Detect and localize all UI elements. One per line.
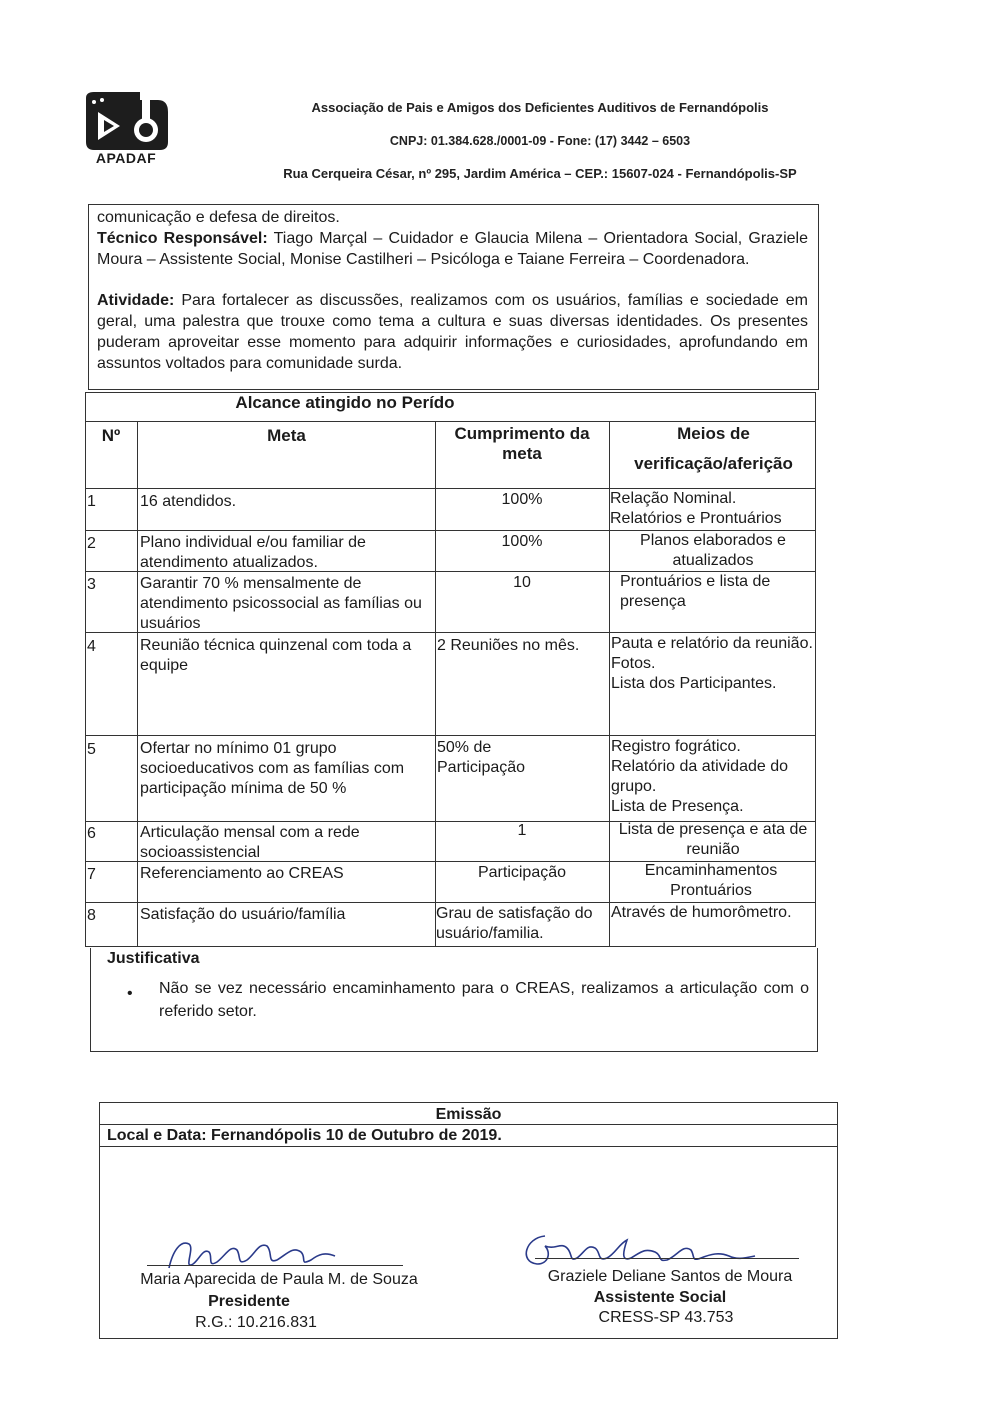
row1-meios: Relação Nominal. Relatórios e Prontuários <box>610 490 782 527</box>
sig1-role: Presidente <box>208 1293 290 1310</box>
header-num: Nº <box>101 426 121 445</box>
row4-num: 4 <box>87 638 96 655</box>
signature-president <box>159 1230 359 1274</box>
emissao-divider <box>99 1146 838 1147</box>
sig2-name: Graziele Deliane Santos de Moura <box>547 1268 793 1285</box>
logo-text: APADAF <box>95 150 157 166</box>
sig1-name: Maria Aparecida de Paula M. de Souza <box>140 1271 418 1288</box>
emissao-top <box>99 1102 838 1103</box>
row5-cumprimento: 50% de Participação <box>437 739 526 776</box>
intro-line1: comunicação e defesa de direitos. <box>97 209 340 226</box>
row8-cumprimento: Grau de satisfação do usuário/familia. <box>436 905 593 942</box>
justificativa-text: Não se vez necessário encaminhamento para o CREAS, realizamos a articulação com o referido setor. <box>159 980 809 1020</box>
atividade-label: Atividade: <box>97 292 175 309</box>
row4-meta: Reunião técnica quinzenal com toda a equipe <box>140 637 412 674</box>
tecnico-paragraph <box>97 228 808 270</box>
col-divider <box>137 421 138 947</box>
emissao-title: Emissão <box>435 1106 502 1123</box>
header-meta: Meta <box>267 426 306 445</box>
row2-meta: Plano individual e/ou familiar de atendimento atualizados. <box>140 534 366 571</box>
emissao-left <box>99 1102 100 1338</box>
local-data: Local e Data: Fernandópolis 10 de Outubro de 2019. <box>107 1127 502 1144</box>
header-cumprimento: Cumprimento da meta <box>454 424 590 463</box>
sig1-id: R.G.: 10.216.831 <box>195 1314 317 1331</box>
row6-meta: Articulação mensal com a rede socioassistencial <box>140 824 360 861</box>
col-divider <box>435 421 436 947</box>
row8-meta: Satisfação do usuário/família <box>140 906 346 923</box>
row7-meios: Encaminhamentos Prontuários <box>644 862 778 899</box>
row5-num: 5 <box>87 741 96 758</box>
sig2-id: CRESS-SP 43.753 <box>598 1309 734 1326</box>
justificativa-title: Justificativa <box>107 950 200 967</box>
row3-meios-text: Prontuários e lista de presença <box>620 573 771 610</box>
emissao-right <box>837 1102 838 1338</box>
table-title: Alcance atingido no Perído <box>235 393 455 412</box>
address: Rua Cerqueira César, nº 295, Jardim América – CEP.: 15607-024 - Fernandópolis-SP <box>283 166 797 181</box>
row5-meta: Ofertar no mínimo 01 grupo socioeducativos com as famílias com participação mínima de 50 % <box>140 740 405 797</box>
emissao-divider <box>99 1124 838 1125</box>
row3-num: 3 <box>87 576 96 593</box>
row8-meios: Através de humorômetro. <box>611 904 792 921</box>
row3-meios <box>610 572 816 612</box>
header-meios-2: verificação/aferição <box>634 454 793 473</box>
row-divider <box>85 735 816 736</box>
sig2-role: Assistente Social <box>593 1289 727 1306</box>
goals-table <box>85 392 816 947</box>
row3-cumprimento: 10 <box>513 574 531 591</box>
signature-social-worker <box>515 1222 785 1272</box>
row6-meios: Lista de presença e ata de reunião <box>618 821 808 858</box>
row2-num: 2 <box>87 535 96 552</box>
row6-cumprimento: 1 <box>517 822 527 839</box>
row5-meios: Registro fogrático. Relatório da atividade do grupo. Lista de Presença. <box>611 738 789 815</box>
signature-line <box>147 1265 403 1266</box>
row7-cumprimento: Participação <box>477 864 567 881</box>
row1-meta: 16 atendidos. <box>140 493 237 510</box>
intro-section <box>88 204 819 390</box>
cnpj-phone: CNPJ: 01.384.628./0001-09 - Fone: (17) 3442 – 6503 <box>389 134 691 148</box>
header-meios-1: Meios de <box>677 424 750 443</box>
row1-cumprimento: 100% <box>501 491 543 508</box>
row4-cumprimento: 2 Reuniões no mês. <box>437 637 580 654</box>
row2-cumprimento: 100% <box>501 533 543 550</box>
emissao-section <box>99 1102 838 1338</box>
signature-line <box>535 1258 799 1259</box>
tecnico-text: Tiago Marçal – Cuidador e Glaucia Milena – Orientadora Social, Graziele Moura – Assistente Social, Monise Castilheri – Psicóloga e Taiane Ferreira – Coordenadora. <box>97 230 808 268</box>
emissao-bottom <box>99 1338 838 1339</box>
row3-meta: Garantir 70 % mensalmente de atendimento psicossocial as famílias ou usuários <box>140 575 422 632</box>
bullet-icon: • <box>127 985 133 1002</box>
row7-meta: Referenciamento ao CREAS <box>140 865 344 882</box>
row7-num: 7 <box>87 866 96 883</box>
org-name: Associação de Pais e Amigos dos Deficientes Auditivos de Fernandópolis <box>311 100 769 115</box>
justificativa-section <box>90 948 818 1052</box>
row2-meios: Planos elaborados e atualizados <box>640 532 786 569</box>
row1-num: 1 <box>87 493 96 510</box>
row-divider <box>85 632 816 633</box>
tecnico-label: Técnico Responsável: <box>97 230 268 247</box>
row6-num: 6 <box>87 825 96 842</box>
row4-meios: Pauta e relatório da reunião. Fotos. Lista dos Participantes. <box>611 635 813 692</box>
atividade-paragraph <box>97 290 808 374</box>
title-divider <box>85 421 816 422</box>
atividade-text: Para fortalecer as discussões, realizamos com os usuários, famílias e sociedade em geral, uma palestra que trouxe como tema a cultura e suas diversas identidades. Os presentes puderam aproveitar esse momento para adquirir informações e curiosidades, aprofundando em assuntos voltados para comunidade surda. <box>97 292 808 372</box>
row8-num: 8 <box>87 907 96 924</box>
